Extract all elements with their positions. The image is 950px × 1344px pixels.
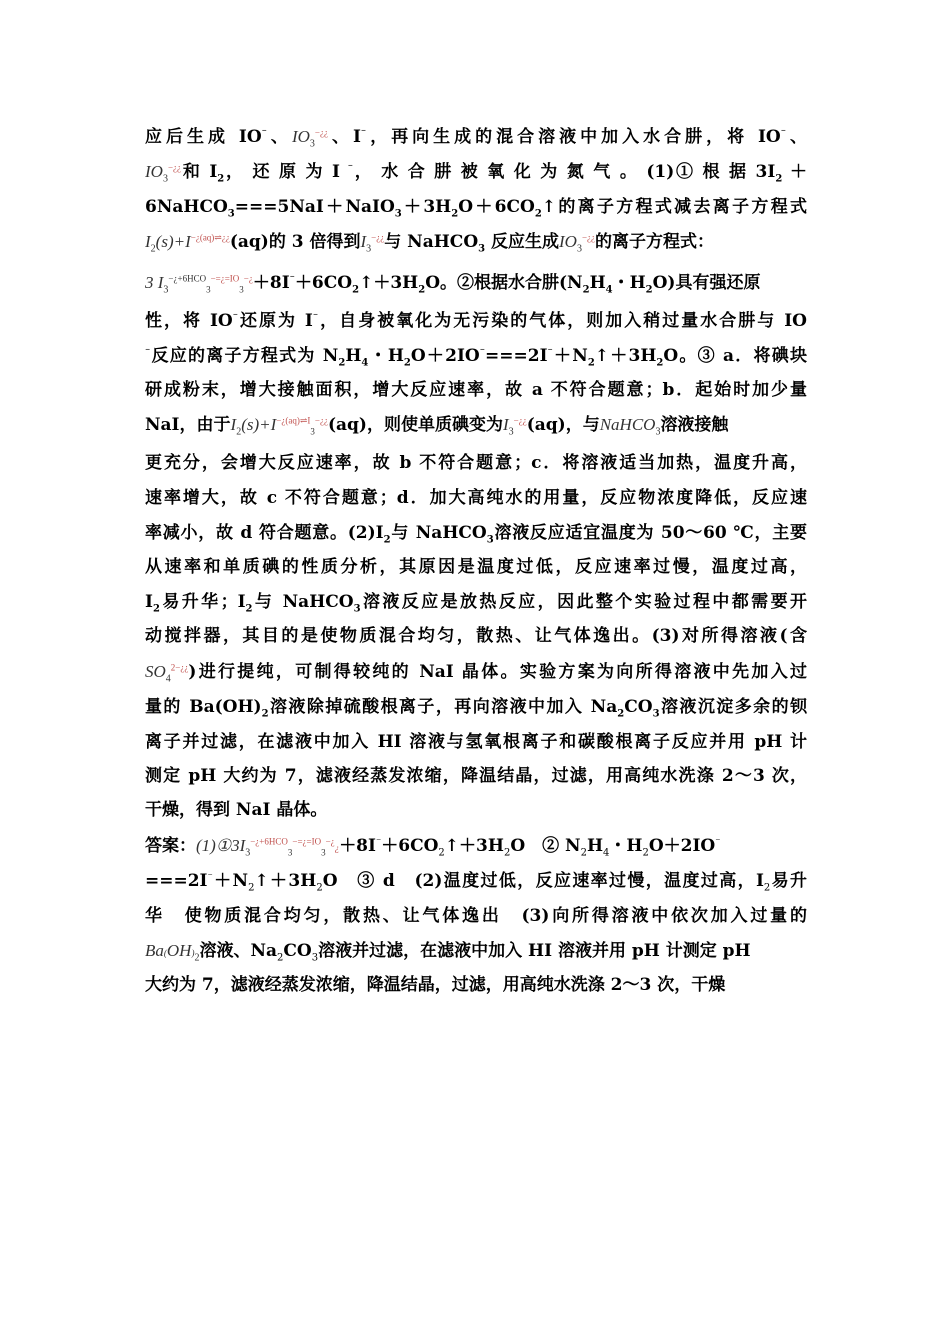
formula: $IO_3^{-¿¿}$ (291, 127, 328, 150)
text-line: 离子并过滤，在滤液中加入 HI 溶液与氢氧根离子和碳酸根离子反应并用 pH 计 (145, 732, 807, 752)
text-line: 测定 pH 大约为 7，滤液经蒸发浓缩，降温结晶，过滤，用高纯水洗涤 2～3 次， (145, 766, 807, 786)
text-line: $6NaHCO_3===5NaI+NaIO_3+3H_2O+6CO_2↑$的离子方程式减去离子方程式 (145, 197, 807, 220)
answer-line: 华 使物质混合均匀，散热、让气体逸出 (3)向所得溶液中依次加入过量的 (145, 906, 807, 926)
formula: $SO_4^{2-¿¿}$ (145, 662, 189, 685)
text-line: $I_2$易升华；$I_2$与 NaHCO$_3$溶液反应是放热反应，因此整个实验过程中都需要开 (145, 592, 807, 615)
formula: $(1)①3I_3^{-¿+6HCO}_3^{-=¿=IO}_3^{-¿}¿$ (196, 836, 340, 859)
text-line: ⁻反应的离子方程式为 $N_2H_4$・$H_2O+2IO^{^-}===2I^{^-}+N_2↑+3H_2O$。③ a．将碘块 (145, 346, 807, 369)
answer-line: 大约为 7，滤液经蒸发浓缩，降温结晶，过滤，用高纯水洗涤 2～3 次，干燥 (145, 975, 726, 995)
text-line: $IO_3^{-¿¿}$和 $I_2$， 还 原 为 I ⁻， 水 合 肼 被 氧 化 为 氮 气 。 (1)① 根 据 $3I_2$ ＋ (145, 162, 807, 185)
formula: 3 $I_3^{-¿+6HCO}_3^{-=¿=IO}_3^{-¿}$ (145, 273, 253, 296)
text-line: 性，将 IO⁻还原为 I⁻，自身被氧化为无污染的气体，则加入稍过量水合肼与 IO (145, 311, 807, 331)
text-line: 从速率和单质碘的性质分析，其原因是温度过低，反应速率过慢，温度过高， (145, 557, 807, 577)
formula: $I_3^{-¿¿}$ (502, 415, 527, 438)
formula: $IO_3^{-¿¿}$ (559, 232, 596, 255)
text-line: 量的 $Ba(OH)_2$溶液除掉硫酸根离子，再向溶液中加入 $Na_2CO_3$溶液沉淀多余的钡 (145, 697, 807, 720)
answer-line: 答案：$(1)①3I_3^{-¿+6HCO}_3^{-=¿=IO}_3^{-¿}¿+8I^{^-}+6CO_2↑+3H_2O$ ② $N_2H_4$・$H_2O+2IO^{^-}$ (145, 836, 721, 859)
text-line: $SO_4^{2-¿¿}$)进行提纯，可制得较纯的 NaI 晶体。实验方案为向所得溶液中先加入过 (145, 662, 807, 685)
text-line: 速率增大，故 c 不符合题意；d．加大高纯水的用量，反应物浓度降低，反应速 (145, 488, 807, 508)
answer-label: 答案： (145, 836, 196, 856)
text-line: 3 $I_3^{-¿+6HCO}_3^{-=¿=IO}_3^{-¿}+8I^{^-}+6CO_2↑+3H_2O$。②根据水合肼($N_2H_4$・$H_2O$)具有强还原 (145, 273, 761, 296)
text-line: 动搅拌器，其目的是使物质混合均匀，散热、让气体逸出。(3)对所得溶液(含 (145, 626, 807, 646)
text-line: 干燥，得到 NaI 晶体。 (145, 800, 328, 820)
formula: $IO_3^{-¿¿}$ (145, 162, 182, 185)
answer-line: $===2I^{^-}+N_2↑+3H_2O$ ③ d (2)温度过低，反应速率过慢，温度过高，$I_2$易升 (145, 871, 807, 894)
text-line: 研成粉末，增大接触面积，增大反应速率，故 a 不符合题意；b．起始时加少量 (145, 380, 807, 400)
text-line: 应后生成 IO⁻、$IO_3^{-¿¿}$、I⁻，再向生成的混合溶液中加入水合肼，将 IO⁻、 (145, 127, 807, 150)
formula: NaHCO$_3$ (599, 415, 661, 438)
text-line: 率减小，故 d 符合题意。$(2)I_2$与 NaHCO$_3$溶液反应适宜温度为 50～60 ℃，主要 (145, 523, 807, 546)
formula: $I_3^{-¿¿}$ (360, 232, 385, 255)
answer-line: $Ba(OH)_2$溶液、$Na_2CO_3$溶液并过滤，在滤液中加入 HI 溶液并用 pH 计测定 pH (145, 941, 751, 964)
formula: $I_2(s)+I^{-¿(aq)\rightleftharpoons¿¿}$ (145, 232, 230, 255)
text-line: NaI，由于$I_2(s)+I^{-¿(aq)\rightleftharpoons I}_3^{-¿¿}(aq)$，则使单质碘变为$I_3^{-¿¿}(aq)$，与NaHCO$_3$溶液接触 (145, 415, 729, 438)
formula: $I_2(s)+I^{-¿(aq)\rightleftharpoons I}_3^{-¿¿}$ (230, 415, 328, 438)
text-line: $I_2(s)+I^{-¿(aq)\rightleftharpoons¿¿}(aq)$的 3 倍得到$I_3^{-¿¿}$与 NaHCO$_3$ 反应生成$IO_3^{-¿¿}$的离子方程式： (145, 232, 715, 255)
text-line: 更充分，会增大反应速率，故 b 不符合题意；c．将溶液适当加热，温度升高， (145, 453, 807, 473)
formula: $Ba(OH)_2$ (145, 941, 200, 964)
